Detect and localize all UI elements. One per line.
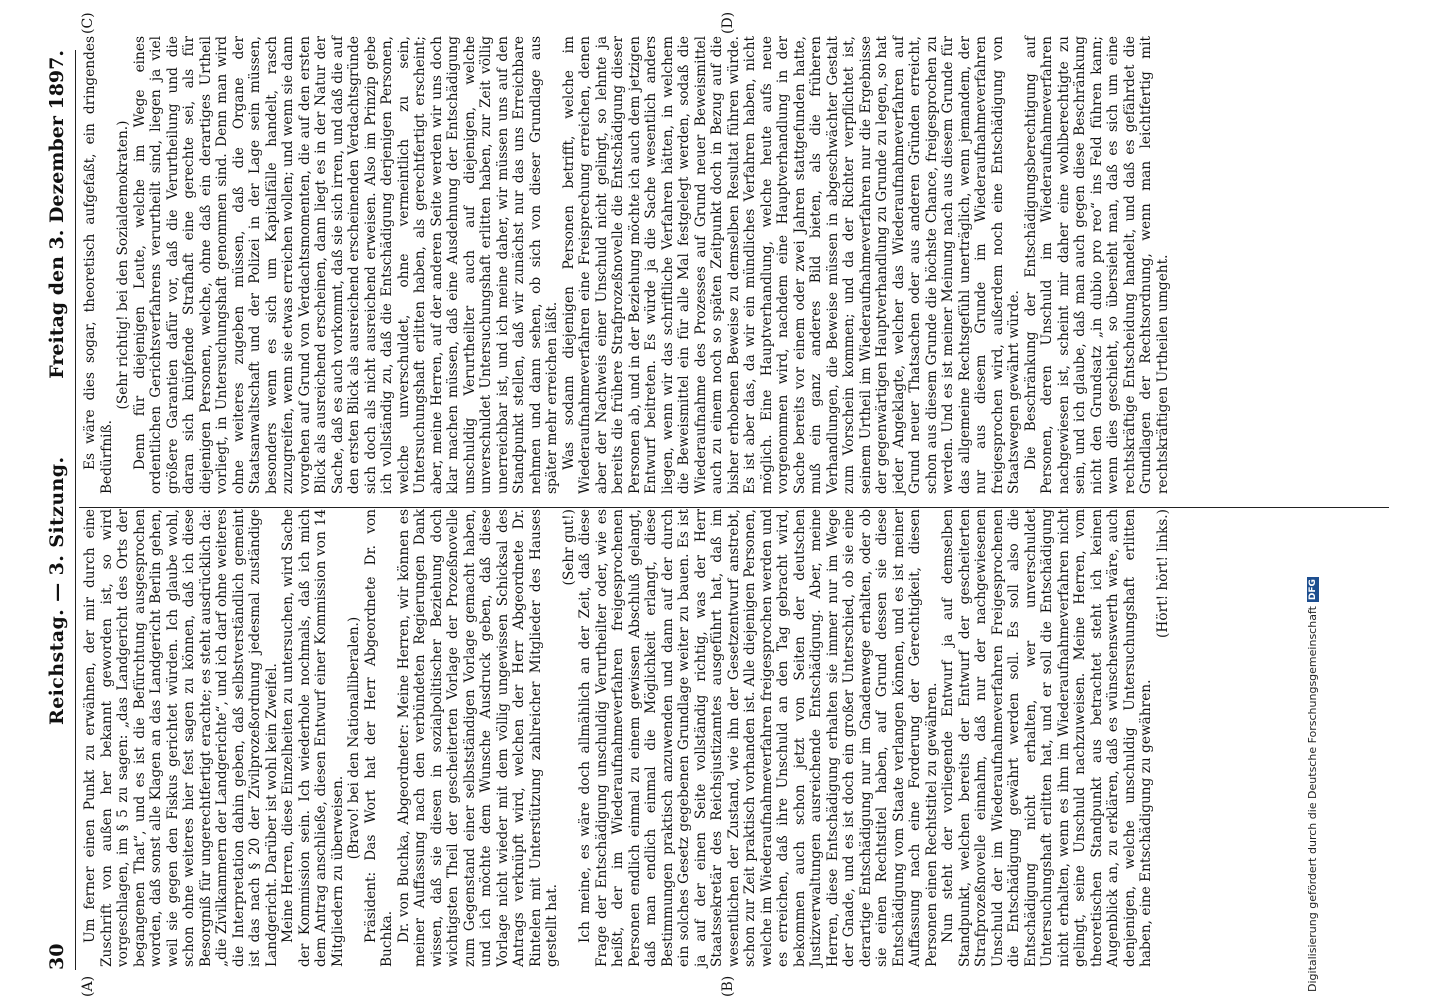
right-column	[82, 36, 1171, 494]
margin-marker-c: (C)	[80, 12, 96, 34]
page-header	[40, 50, 74, 970]
paragraph: Die Beschränkung der Entschädigungsberechtigung auf Personen, deren Unschuld im Wiederaufnahmeverfahren nachgewiesen ist, scheint mir daher eine wohlberechtigte zu sein, und ich glaube, daß man auch gegen diese Beschränkung nicht den Grundsatz „in dubio pro reo“ ins Feld führen kann; wenn dies geschieht, so übersieht man, daß es sich um eine rechtskräftige Entscheidung handelt, und daß es gefährdet die Grundlagen der Rechtsordnung, wenn man leichtfertig mit rechtskräftigen Urtheilen umgeht.	[1022, 36, 1171, 494]
running-title: Reichstag. — 3. Sitzung.	[46, 456, 68, 725]
footer-credit-text: Digitalisierung gefördert durch die Deutsche Forschungsgemeinschaft	[1306, 606, 1319, 992]
paragraph: Es wäre dies sogar, theoretisch aufgefaßt, ein dringendes Bedürfniß.	[82, 36, 115, 494]
paragraph: Ich meine, es wäre doch allmählich an der Zeit, daß diese Frage der Entschädigung unschuldig Verurtheilter oder, wie es heißt, der im Wiederaufnahmeverfahren freigesprochenen Personen endlich einmal zu einem gewissen Abschluß gelangt, daß man endlich einmal die Möglichkeit erlangt, diese Bestimmungen praktisch anzuwenden und dann auf der durch ein solches Gesetz gegebenen Grundlage weiter zu bauen. Es ist ja auf der einen Seite vollständig richtig, was der Herr Staatssekretär des Reichsjustizamtes ausgeführt hat, daß im wesentlichen der Zustand, wie ihn der Gesetzentwurf anstrebt, schon zur Zeit praktisch vorhanden ist. Alle diejenigen Personen, welche im Wiederaufnahmeverfahren freigesprochen werden und es erreichen, daß ihre Unschuld an den Tag gebracht wird, bekommen auch schon jetzt von Seiten der deutschen Justizverwaltungen ausreichende Entschädigung. Aber, meine Herren, diese Entschädigung erhalten sie immer nur im Wege der Gnade, und es ist doch ein großer Unterschied, ob sie eine derartige Entschädigung nur im Gnadenwege erhalten, oder ob sie einen Rechtstitel haben, auf Grund dessen sie diese Entschädigung vom Staate verlangen können, und es ist meiner Auffassung nach eine Forderung der Gerechtigkeit, diesen Personen einen Rechtstitel zu gewähren.	[577, 509, 940, 967]
paragraph: Meine Herren, diese Einzelheiten zu untersuchen, wird Sache der Kommission sein. Ich wiederhole nochmals, daß ich mich dem Antrag anschließe, diesen Entwurf einer Kommission von 14 Mitgliedern zu überweisen.	[280, 509, 346, 967]
paragraph: Dr. von Buchka, Abgeordneter: Meine Herren, wir können es meiner Auffassung nach den verbündeten Regierungen Dank wissen, daß sie diesen in sozialpolitischer Beziehung doch wichtigsten Theil der gescheiterten Vorlage der Prozeßnovelle zum Gegenstand einer selbstständigen Vorlage gemacht haben, und ich möchte dem Wunsche Ausdruck geben, daß diese Vorlage nicht wieder mit dem völlig ungewissen Schicksal des Antrags verknüpft wird, welchen der Herr Abgeordnete Dr. Rintelen mit Unterstützung zahlreicher Mitglieder des Hauses gestellt hat.	[395, 509, 560, 967]
interjection: (Hört! hört! links.)	[1154, 509, 1171, 638]
column-divider	[79, 507, 1389, 508]
dfg-logo-icon: DFG	[1308, 579, 1318, 601]
paragraph: Was sodann diejenigen Personen betrifft, welche im Wiederaufnahmeverfahren eine Freisprechung erreichen, denen aber der Nachweis einer Unschuld nicht gelingt, so lehnte ja bereits die frühere Strafprozeßnovelle die Entschädigung dieser Personen ab, und in der Beziehung möchte ich auch dem jetzigen Entwurf beitreten. Es würde ja die Sache wesentlich anders liegen, wenn wir das schriftliche Verfahren hätten, in welchem die Beweismittel ein für alle Mal festgelegt werden, sodaß die Wiederaufnahme des Prozesses auf Grund neuer Beweismittel auch zu einem noch so späten Zeitpunkt doch in Bezug auf die bisher erhobenen Beweise zu demselben Resultat führen würde. Es ist aber das, da wir ein mündliches Verfahren haben, nicht möglich. Eine Hauptverhandlung, welche heute aufs neue vorgenommen wird, nachdem eine Hauptverhandlung in der Sache bereits vor einem oder zwei Jahren stattgefunden hatte, muß ein ganz anderes Bild bieten, als die früheren Verhandlungen, die Beweise müssen in abgeschwächter Gestalt zum Vorschein kommen; und da der Richter verpflichtet ist, seinem Urtheil im Wiederaufnahmeverfahren nur die Ergebnisse der gegenwärtigen Hauptverhandlung zu Grunde zu legen, so hat jeder Angeklagte, welcher das Wiederaufnahmeverfahren auf Grund neuer Thatsachen oder aus anderen Gründen erreicht, schon aus diesem Grunde die höchste Chance, freigesprochen zu werden. Und es ist meiner Meinung nach aus diesem Grunde für das allgemeine Rechtsgefühl unerträglich, wenn jemandem, der nur aus diesem Grunde im Wiederaufnahmeverfahren freigesprochen wird, außerdem noch eine Entschädigung von Staatswegen gewährt würde.	[560, 36, 1022, 494]
paragraph: Präsident: Das Wort hat der Herr Abgeordnete Dr. von Buchka.	[362, 509, 395, 967]
paragraph: Denn für diejenigen Leute, welche im Wege eines ordentlichen Gerichtsverfahrens verurtheilt sind, liegen ja viel größere Garantien dafür vor, daß die Verurtheilung und die daran sich knüpfende Strafhaft eine gerechte sei, als für diejenigen Personen, welche, ohne daß ein derartiges Urtheil vorliegt, in Untersuchungshaft genommen sind. Denn man wird ohne weiteres zugeben müssen, daß die Organe der Staatsanwaltschaft und der Polizei in der Lage sein müssen, besonders wenn es sich um Kapitalfälle handelt, rasch zuzugreifen, wenn sie etwas erreichen wollen; und wenn sie dann vorgehen auf Grund von Verdachtsmomenten, die auf den ersten Blick als ausreichend erscheinen, dann liegt es in der Natur der Sache, daß es auch vorkommt, daß sie sich irren, und daß die auf den ersten Blick als ausreichend erscheinenden Verdachtsgründe sich doch als nicht ausreichend erweisen. Also im Prinzip gebe ich vollständig zu, daß die Entschädigung derjenigen Personen, welche unverschuldet, ohne vermeintlich zu sein, Untersuchungshaft erlitten haben, als gerechtfertigt erscheint; aber, meine Herren, auf der anderen Seite werden wir uns doch klar machen müssen, daß eine Ausdehnung der Entschädigung unschuldig Verurtheilter auch auf diejenigen, welche unverschuldet Untersuchungshaft erlitten haben, zur Zeit völlig unerreichbar ist, und ich meine daher, wir müssen uns auf den Standpunkt stellen, daß wir zunächst nur das uns Erreichbare nehmen und dann sehen, ob sich von dieser Grundlage aus später mehr erreichen läßt.	[131, 36, 560, 494]
left-column	[82, 509, 1171, 967]
paragraph: Um ferner einen Punkt zu erwähnen, der mir durch eine Zuschrift von außen her bekannt geworden ist, so wird vorgeschlagen, im § 5 zu sagen: „das Landgericht des Orts der begangenen That“, und es ist die Befürchtung ausgesprochen worden, daß sonst alle Klagen an das Landgericht Berlin gehen, weil sie gegen den Fiskus gerichtet würden. Ich glaube wohl, schon ohne weiteres hier fest sagen zu können, daß ich diese Besorgniß für ungerechtfertigt erachte; es steht ausdrücklich da: „die Zivilkammern der Landgerichte“, und ich darf ohne weiteres die Interpretation dahin geben, daß selbstverständlich gemeint ist das nach § 20 der Zivilprozeßordnung jedesmal zuständige Landgericht. Darüber ist wohl kein Zweifel.	[82, 509, 280, 967]
session-date: Freitag den 3. Dezember 1897.	[46, 50, 68, 379]
margin-marker-b: (B)	[720, 975, 736, 997]
paragraph: Nun steht der vorliegende Entwurf ja auf demselben Standpunkt, welchen bereits der Entwurf der gescheiterten Strafprozeßnovelle einnahm, daß nur der nachgewiesenen Unschuld der im Wiederaufnahmeverfahren Freigesprochenen die Entschädigung gewährt werden soll. Es soll also die Entschädigung nicht erhalten, wer unverschuldet Untersuchungshaft erlitten hat, und er soll die Entschädigung nicht erhalten, wenn es ihm im Wiederaufnahmeverfahren nicht gelingt, seine Unschuld nachzuweisen. Meine Herren, vom theoretischen Standpunkt aus betrachtet steht ich keinen Augenblick an, zu erklären, daß es wünschenswerth wäre, auch denjenigen, welche unschuldig Untersuchungshaft erlitten haben, eine Entschädigung zu gewähren.	[940, 509, 1154, 967]
interjection: (Sehr gut!)	[560, 509, 577, 586]
margin-marker-a: (A)	[80, 975, 96, 997]
margin-marker-d: (D)	[720, 11, 736, 34]
header-rule	[75, 50, 76, 970]
interjection: (Sehr richtig! bei den Sozialdemokraten.)	[115, 120, 131, 410]
interjection: (Bravo! bei den Nationalliberalen.)	[346, 616, 362, 860]
page-number: 30	[46, 943, 68, 970]
